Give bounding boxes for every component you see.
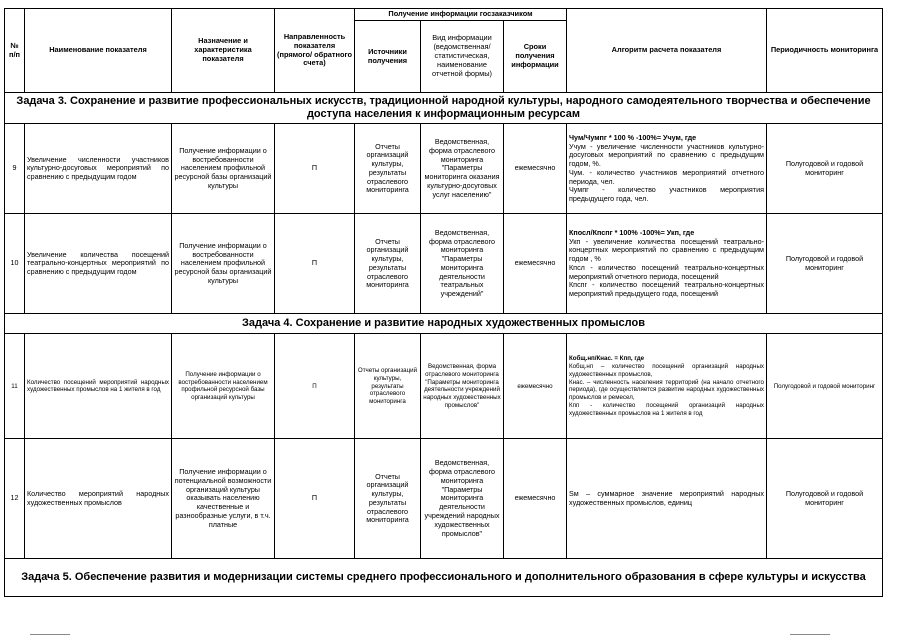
row-algorithm <box>567 439 767 559</box>
row-terms: ежемесячно <box>504 334 567 439</box>
row-periodicity: Полугодовой и годовой мониторинг <box>767 439 883 559</box>
algorithm-line: Кнас. – численность населения территорий (на начало отчетного периода), где осуществляется развитие народных художественных промыслов и ремесел, <box>569 378 764 402</box>
row-algorithm <box>567 214 767 314</box>
row-purpose: Получение информации о востребованности населением профильной ресурсной базы организаций культуры <box>172 124 275 214</box>
row-algorithm <box>567 334 767 439</box>
algorithm-line: Кпп - количество посещений организаций народных художественных промыслов на 1 жителя в год <box>569 401 764 417</box>
row-sources: Отчеты организаций культуры, результаты отраслевого мониторинга <box>355 334 421 439</box>
algorithm-formula: Чум/Чумпг * 100 % -100%= Учум, где <box>569 132 697 142</box>
row-algorithm <box>567 124 767 214</box>
task-row <box>5 93 883 124</box>
algorithm-line: Sм – суммарное значение мероприятий народных художественных промыслов, единиц <box>569 489 764 507</box>
row-num: 11 <box>5 334 25 439</box>
algorithm-line: Чумпг - количество участников мероприятия предыдущего года, чел. <box>569 185 764 204</box>
row-periodicity: Полугодовой и годовой мониторинг <box>767 124 883 214</box>
row-name: Количество посещений мероприятий народных художественных промыслов на 1 жителя в год <box>25 334 172 439</box>
header-periodicity: Периодичность мониторинга <box>767 9 883 93</box>
scan-artifact <box>790 634 830 635</box>
row-num: 12 <box>5 439 25 559</box>
algorithm-line: Чум. - количество участников мероприятий отчетного периода, чел. <box>569 167 764 186</box>
algorithm-line: Учум - увеличение численности участников культурно-досуговых мероприятий по сравнению с предыдущим годом, %. <box>569 141 764 169</box>
row-periodicity: Полугодовой и годовой мониторинг <box>767 334 883 439</box>
row-direction: П <box>275 124 355 214</box>
task-row <box>5 314 883 334</box>
header-sources: Источники получения <box>355 21 421 93</box>
row-terms: ежемесячно <box>504 214 567 314</box>
row-info-type: Ведомственная, форма отраслевого мониторинга "Параметры мониторинга оказания культурно-досуговых услуг населению" <box>421 124 504 214</box>
indicators-table <box>4 8 883 597</box>
row-direction: П <box>275 439 355 559</box>
algorithm-formula: Кпосл/Кпспг * 100% -100%= Укп, где <box>569 227 695 237</box>
table-row <box>5 214 883 314</box>
row-purpose: Получение информации о востребованности населением профильной ресурсной базы организаций культуры <box>172 334 275 439</box>
algorithm-line: Укп - увеличение количества посещений театрально-концертных мероприятий по сравнению с предыдущим годом , % <box>569 236 764 264</box>
header-purpose: Назначение и характеристика показателя <box>172 9 275 93</box>
row-sources: Отчеты организаций культуры, результаты отраслевого мониторинга <box>355 439 421 559</box>
row-sources: Отчеты организаций культуры, результаты отраслевого мониторинга <box>355 214 421 314</box>
task-5-heading: Задача 5. Обеспечение развития и модернизации системы среднего профессионального и дополнительного образования в сфере культуры и искусства <box>5 559 883 597</box>
row-terms: ежемесячно <box>504 124 567 214</box>
row-direction: П <box>275 334 355 439</box>
algorithm-line: Кпсл - количество посещений театрально-концертных мероприятий отчетного периода, посещений <box>569 262 764 281</box>
row-periodicity: Полугодовой и годовой мониторинг <box>767 214 883 314</box>
row-info-type: Ведомственная, форма отраслевого мониторинга "Параметры мониторинга деятельности театральных учреждений" <box>421 214 504 314</box>
row-num: 10 <box>5 214 25 314</box>
table-row <box>5 334 883 439</box>
table-row <box>5 439 883 559</box>
row-info-type: Ведомственная, форма отраслевого мониторинга "Параметры мониторинга деятельности учреждений народных художественных промыслов" <box>421 334 504 439</box>
header-info-type: Вид информации (ведомственная/ статистическая, наименование отчетной формы) <box>421 21 504 93</box>
task-3-heading: Задача 3. Сохранение и развитие профессиональных искусств, традиционной народной культуры, народного самодеятельного творчества и обеспечение доступа населения к информационным ресурсам <box>5 93 883 124</box>
row-name: Увеличение численности участников культурно-досуговых мероприятий по сравнению с предыдущим годом <box>25 124 172 214</box>
header-terms: Сроки получения информации <box>504 21 567 93</box>
algorithm-formula: Кобщ.нп/Кнас. = Кпп, где <box>569 355 645 363</box>
row-name: Количество мероприятий народных художественных промыслов <box>25 439 172 559</box>
header-name: Наименование показателя <box>25 9 172 93</box>
task-4-heading: Задача 4. Сохранение и развитие народных художественных промыслов <box>5 314 883 334</box>
row-num: 9 <box>5 124 25 214</box>
table-row <box>5 124 883 214</box>
row-sources: Отчеты организаций культуры, результаты отраслевого мониторинга <box>355 124 421 214</box>
document-page <box>4 8 882 597</box>
header-num: № п/п <box>5 9 25 93</box>
task-row <box>5 559 883 597</box>
row-direction: П <box>275 214 355 314</box>
scan-artifact <box>30 634 70 635</box>
algorithm-line: Кобщ.нп – количество посещений организаций народных художественных промыслов, <box>569 363 764 378</box>
header-direction: Направленность показателя (прямого/ обратного счета) <box>275 9 355 93</box>
header-group: Получение информации госзаказчиком <box>355 9 567 21</box>
row-purpose: Получение информации о потенциальной возможности организаций культуры оказывать населению качественные и разнообразные услуги, в т.ч. платные <box>172 439 275 559</box>
header-row-1 <box>5 9 883 21</box>
row-name: Увеличение количества посещений театрально-концертных мероприятий по сравнению с предыдущим годом <box>25 214 172 314</box>
header-algorithm: Алгоритм расчета показателя <box>567 9 767 93</box>
row-purpose: Получение информации о востребованности населением профильной ресурсной базы организаций культуры <box>172 214 275 314</box>
row-info-type: Ведомственная, форма отраслевого мониторинга "Параметры мониторинга деятельности учреждений народных художественных промыслов" <box>421 439 504 559</box>
algorithm-line: Кпспг - количество посещений театрально-концертных мероприятий предыдущего года, посещений <box>569 280 764 299</box>
row-terms: ежемесячно <box>504 439 567 559</box>
